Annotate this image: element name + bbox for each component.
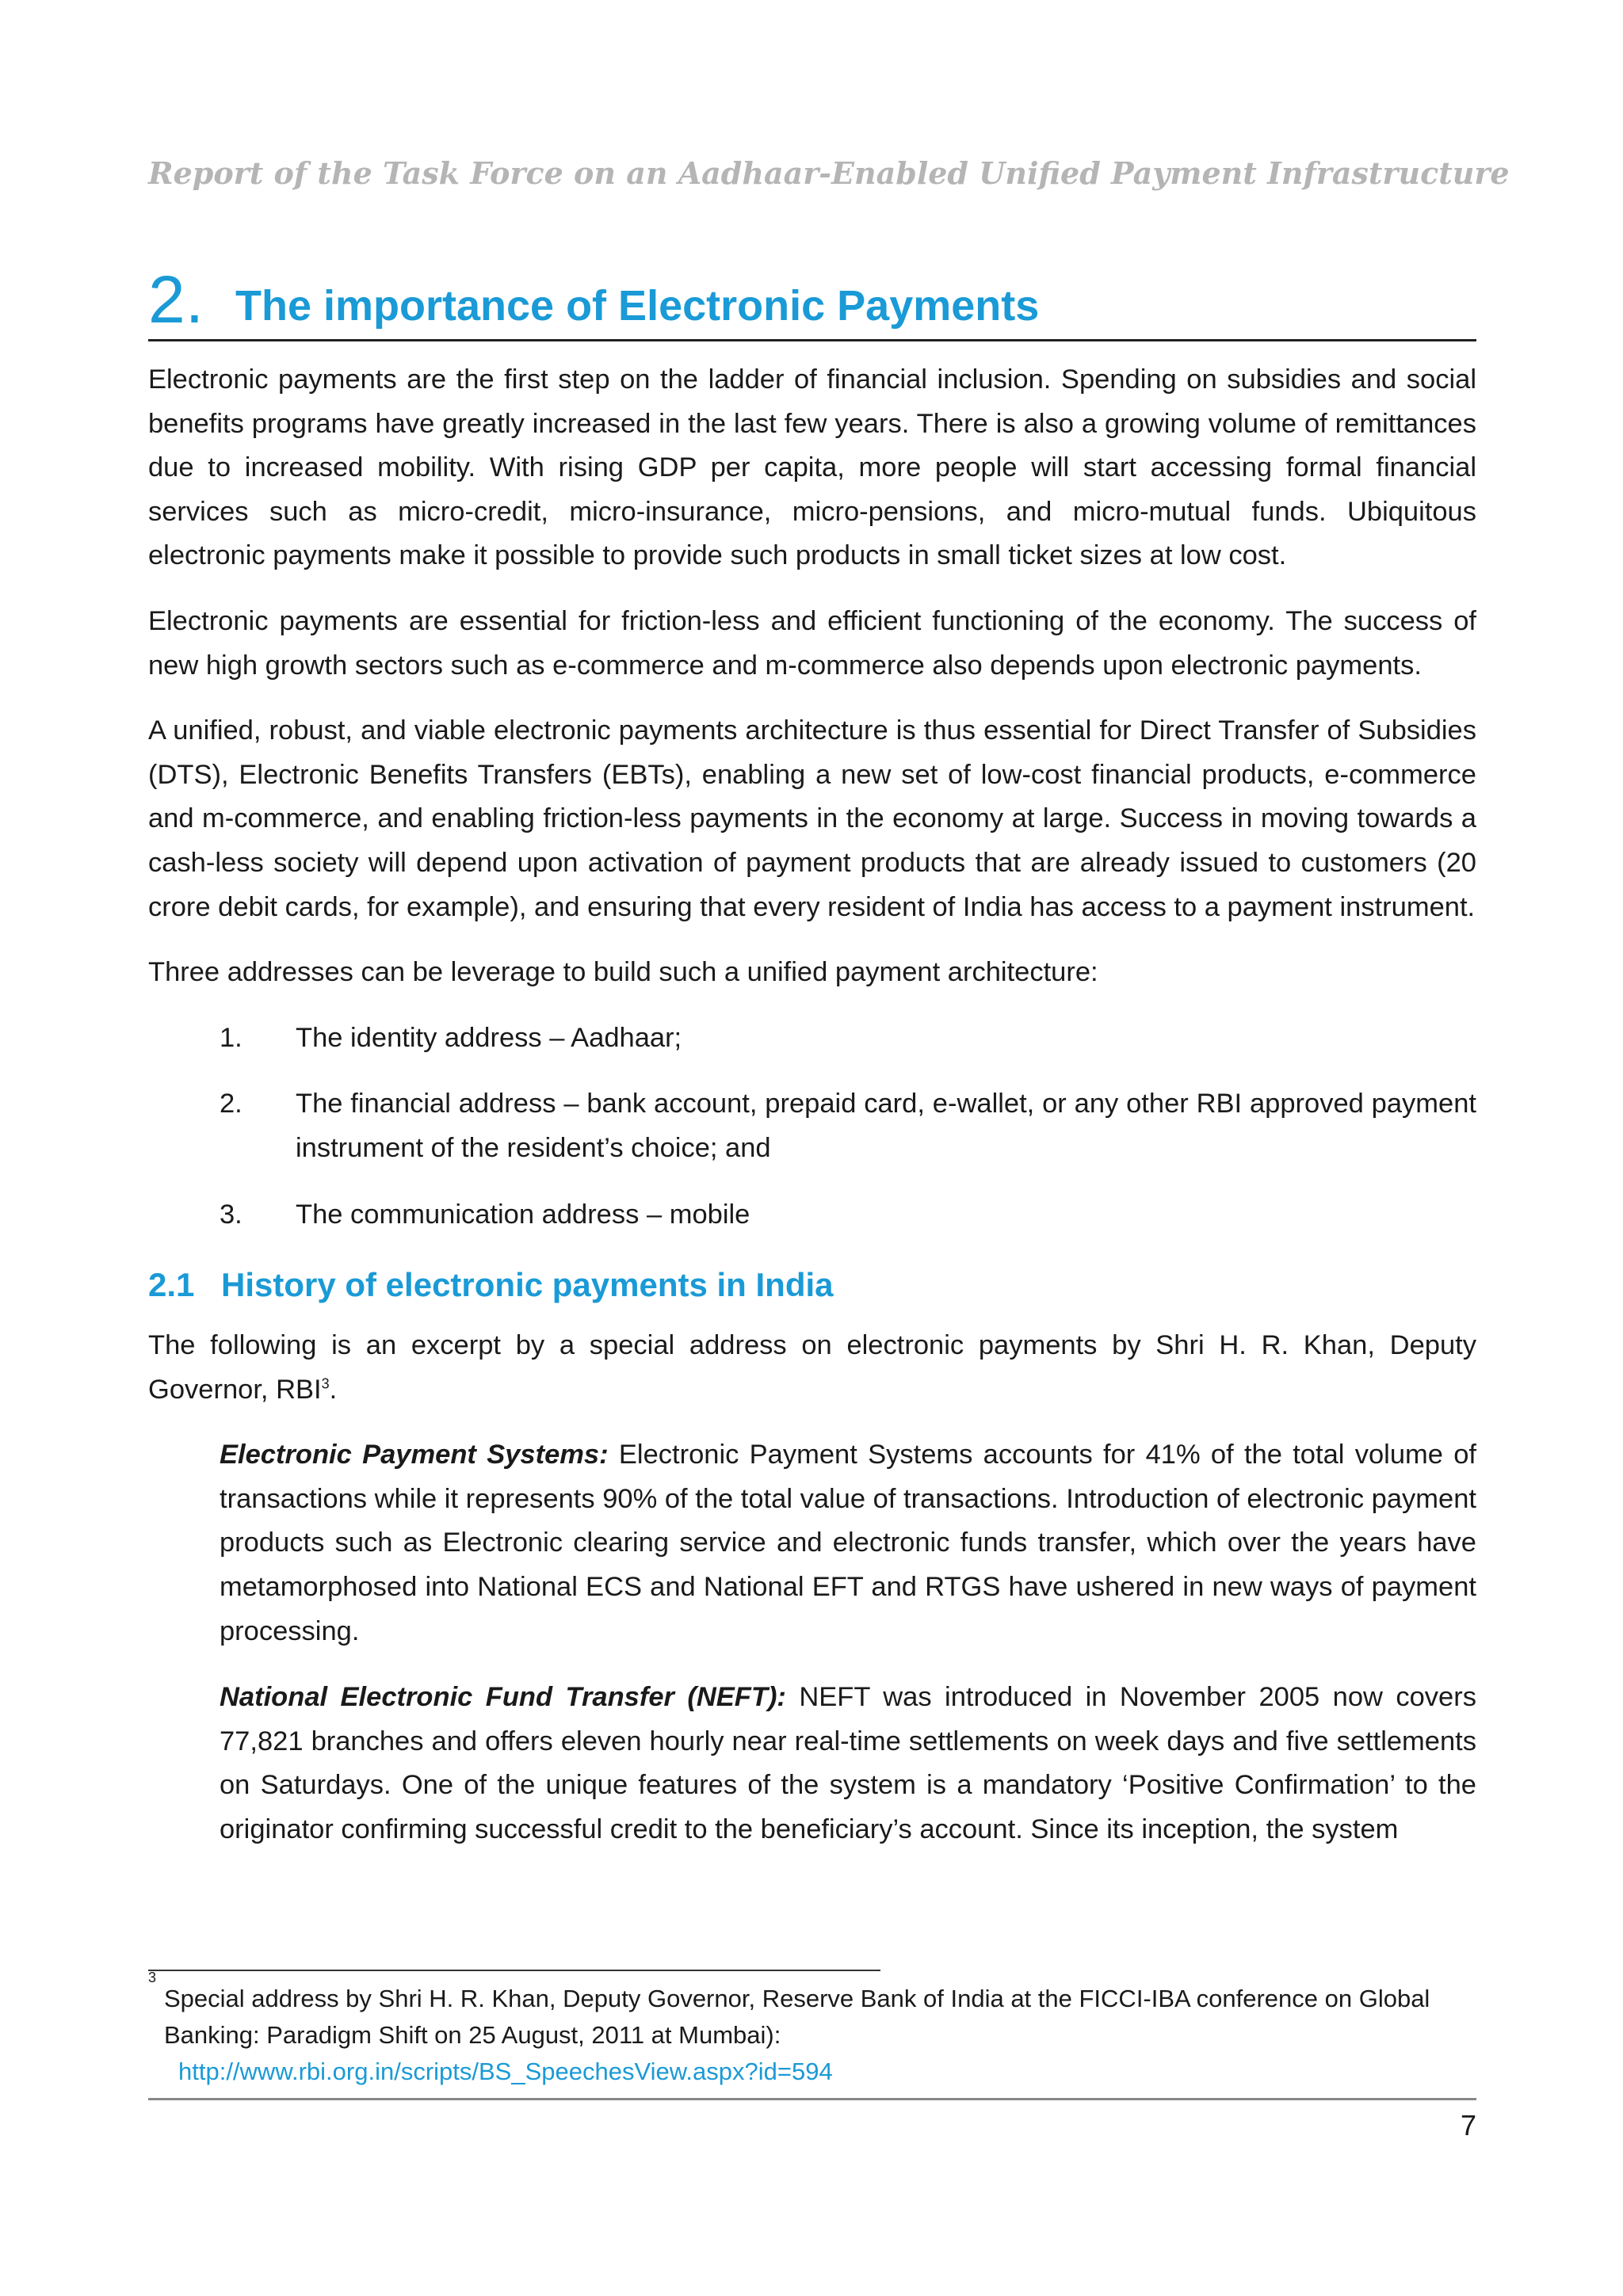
document-page — [148, 0, 1510, 2296]
list-item-text: The identity address – Aadhaar; — [296, 1022, 682, 1053]
paragraph: A unified, robust, and viable electronic payments architecture is thus essential for Direct Transfer of Subsidies (DTS), Electronic Benefits Transfers (EBTs), enabling a new set of low-cost financial products, e-commerce and m-commerce, and enabling friction-less payments in the economy at large. Success in moving towards a cash-less society will depend upon activation of payment products that are already issued to customers (20 crore debit cards, for example), and ensuring that every resident of India has access to a payment instrument. — [148, 715, 1476, 922]
chapter-number: 2. — [148, 262, 204, 337]
excerpt-paragraph — [220, 1676, 1476, 1852]
footnote-text: Special address by Shri H. R. Khan, Deputy Governor, Reserve Bank of India at the FICCI-IBA conference on Global Banking: Paradigm Shift on 25 August, 2011 at Mumbai): — [164, 1985, 1430, 2049]
footnote-link[interactable]: http://www.rbi.org.in/scripts/BS_SpeechesView.aspx?id=594 — [178, 2058, 833, 2085]
paragraph: Electronic payments are essential for friction-less and efficient functioning of the economy. The success of new high growth sectors such as e-commerce and m-commerce also depends upon electronic payments. — [148, 605, 1476, 681]
paragraph: Electronic payments are the first step on the ladder of financial inclusion. Spending on subsidies and social benefits programs have greatly increased in the last few years. There is also a growing volume of remittances due to increased mobility. With rising GDP per capita, more people will start accessing formal financial services such as micro-credit, micro-insurance, micro-pensions, and micro-mutual funds. Ubiquitous electronic payments make it possible to provide such products in small ticket sizes at low cost. — [148, 364, 1476, 571]
body-text — [148, 358, 1476, 1875]
list-item-text: The financial address – bank account, prepaid card, e-wallet, or any other RBI approved payment instrument of the resident’s choice; and — [296, 1089, 1476, 1163]
footnote-divider — [148, 1970, 880, 1971]
list-item — [148, 1016, 1476, 1061]
footnote-reference[interactable]: 3 — [321, 1375, 330, 1392]
section-number: 2.1 — [148, 1266, 195, 1304]
excerpt-text: NEFT was introduced in November 2005 now covers 77,821 branches and offers eleven hourly near real-time settlements on week days and five settlements on Saturdays. One of the unique features of the system is a mandatory ‘Positive Confirmation’ to the originator confirming successful credit to the beneficiary’s account. Since its inception, the system — [220, 1682, 1476, 1845]
chapter-title: The importance of Electronic Payments — [235, 282, 1040, 330]
section-heading — [148, 1264, 1476, 1306]
excerpt-term: Electronic Payment Systems: — [220, 1440, 609, 1470]
excerpt-text: Electronic Payment Systems accounts for 41% of the total volume of transactions while it represents 90% of the total value of transactions. Introduction of electronic payment products such as Electronic clearing service and electronic funds transfer, which over the years have metamorphosed into National ECS and National EFT and RTGS have ushered in new ways of payment processing. — [220, 1440, 1476, 1646]
running-header: Report of the Task Force on an Aadhaar-Enabled Unified Payment Infrastructure — [148, 155, 1510, 191]
footnote: 3 Special address by Shri H. R. Khan, Deputy Governor, Reserve Bank of India at the FICCI-IBA conference on Global Banking: Paradigm Shift on 25 August, 2011 at Mumbai): http://www.rbi.org.in/scripts/BS_SpeechesView.aspx?id=594 — [148, 1981, 1476, 2090]
list-item-number: 1. — [220, 1022, 242, 1053]
section-title: History of electronic payments in India — [221, 1266, 834, 1304]
section-intro — [148, 1324, 1476, 1412]
excerpt-term: National Electronic Fund Transfer (NEFT): — [220, 1682, 786, 1713]
paragraph: Three addresses can be leverage to build such a unified payment architecture: — [148, 957, 1098, 988]
list-item-number: 3. — [220, 1199, 242, 1230]
page-footer-divider — [148, 2098, 1476, 2100]
list-item — [148, 1193, 1476, 1238]
page-number: 7 — [1460, 2109, 1476, 2142]
chapter-heading — [148, 263, 1476, 341]
section-intro-end: . — [329, 1374, 338, 1405]
list-item-number: 2. — [220, 1089, 242, 1119]
list-item-text: The communication address – mobile — [296, 1199, 750, 1230]
list-item — [148, 1082, 1476, 1170]
excerpt-block — [220, 1433, 1476, 1852]
excerpt-paragraph — [220, 1433, 1476, 1653]
addresses-list — [148, 1016, 1476, 1237]
section-intro-text: The following is an excerpt by a special address on electronic payments by Shri H. R. Khan, Deputy Governor, RBI — [148, 1330, 1476, 1405]
